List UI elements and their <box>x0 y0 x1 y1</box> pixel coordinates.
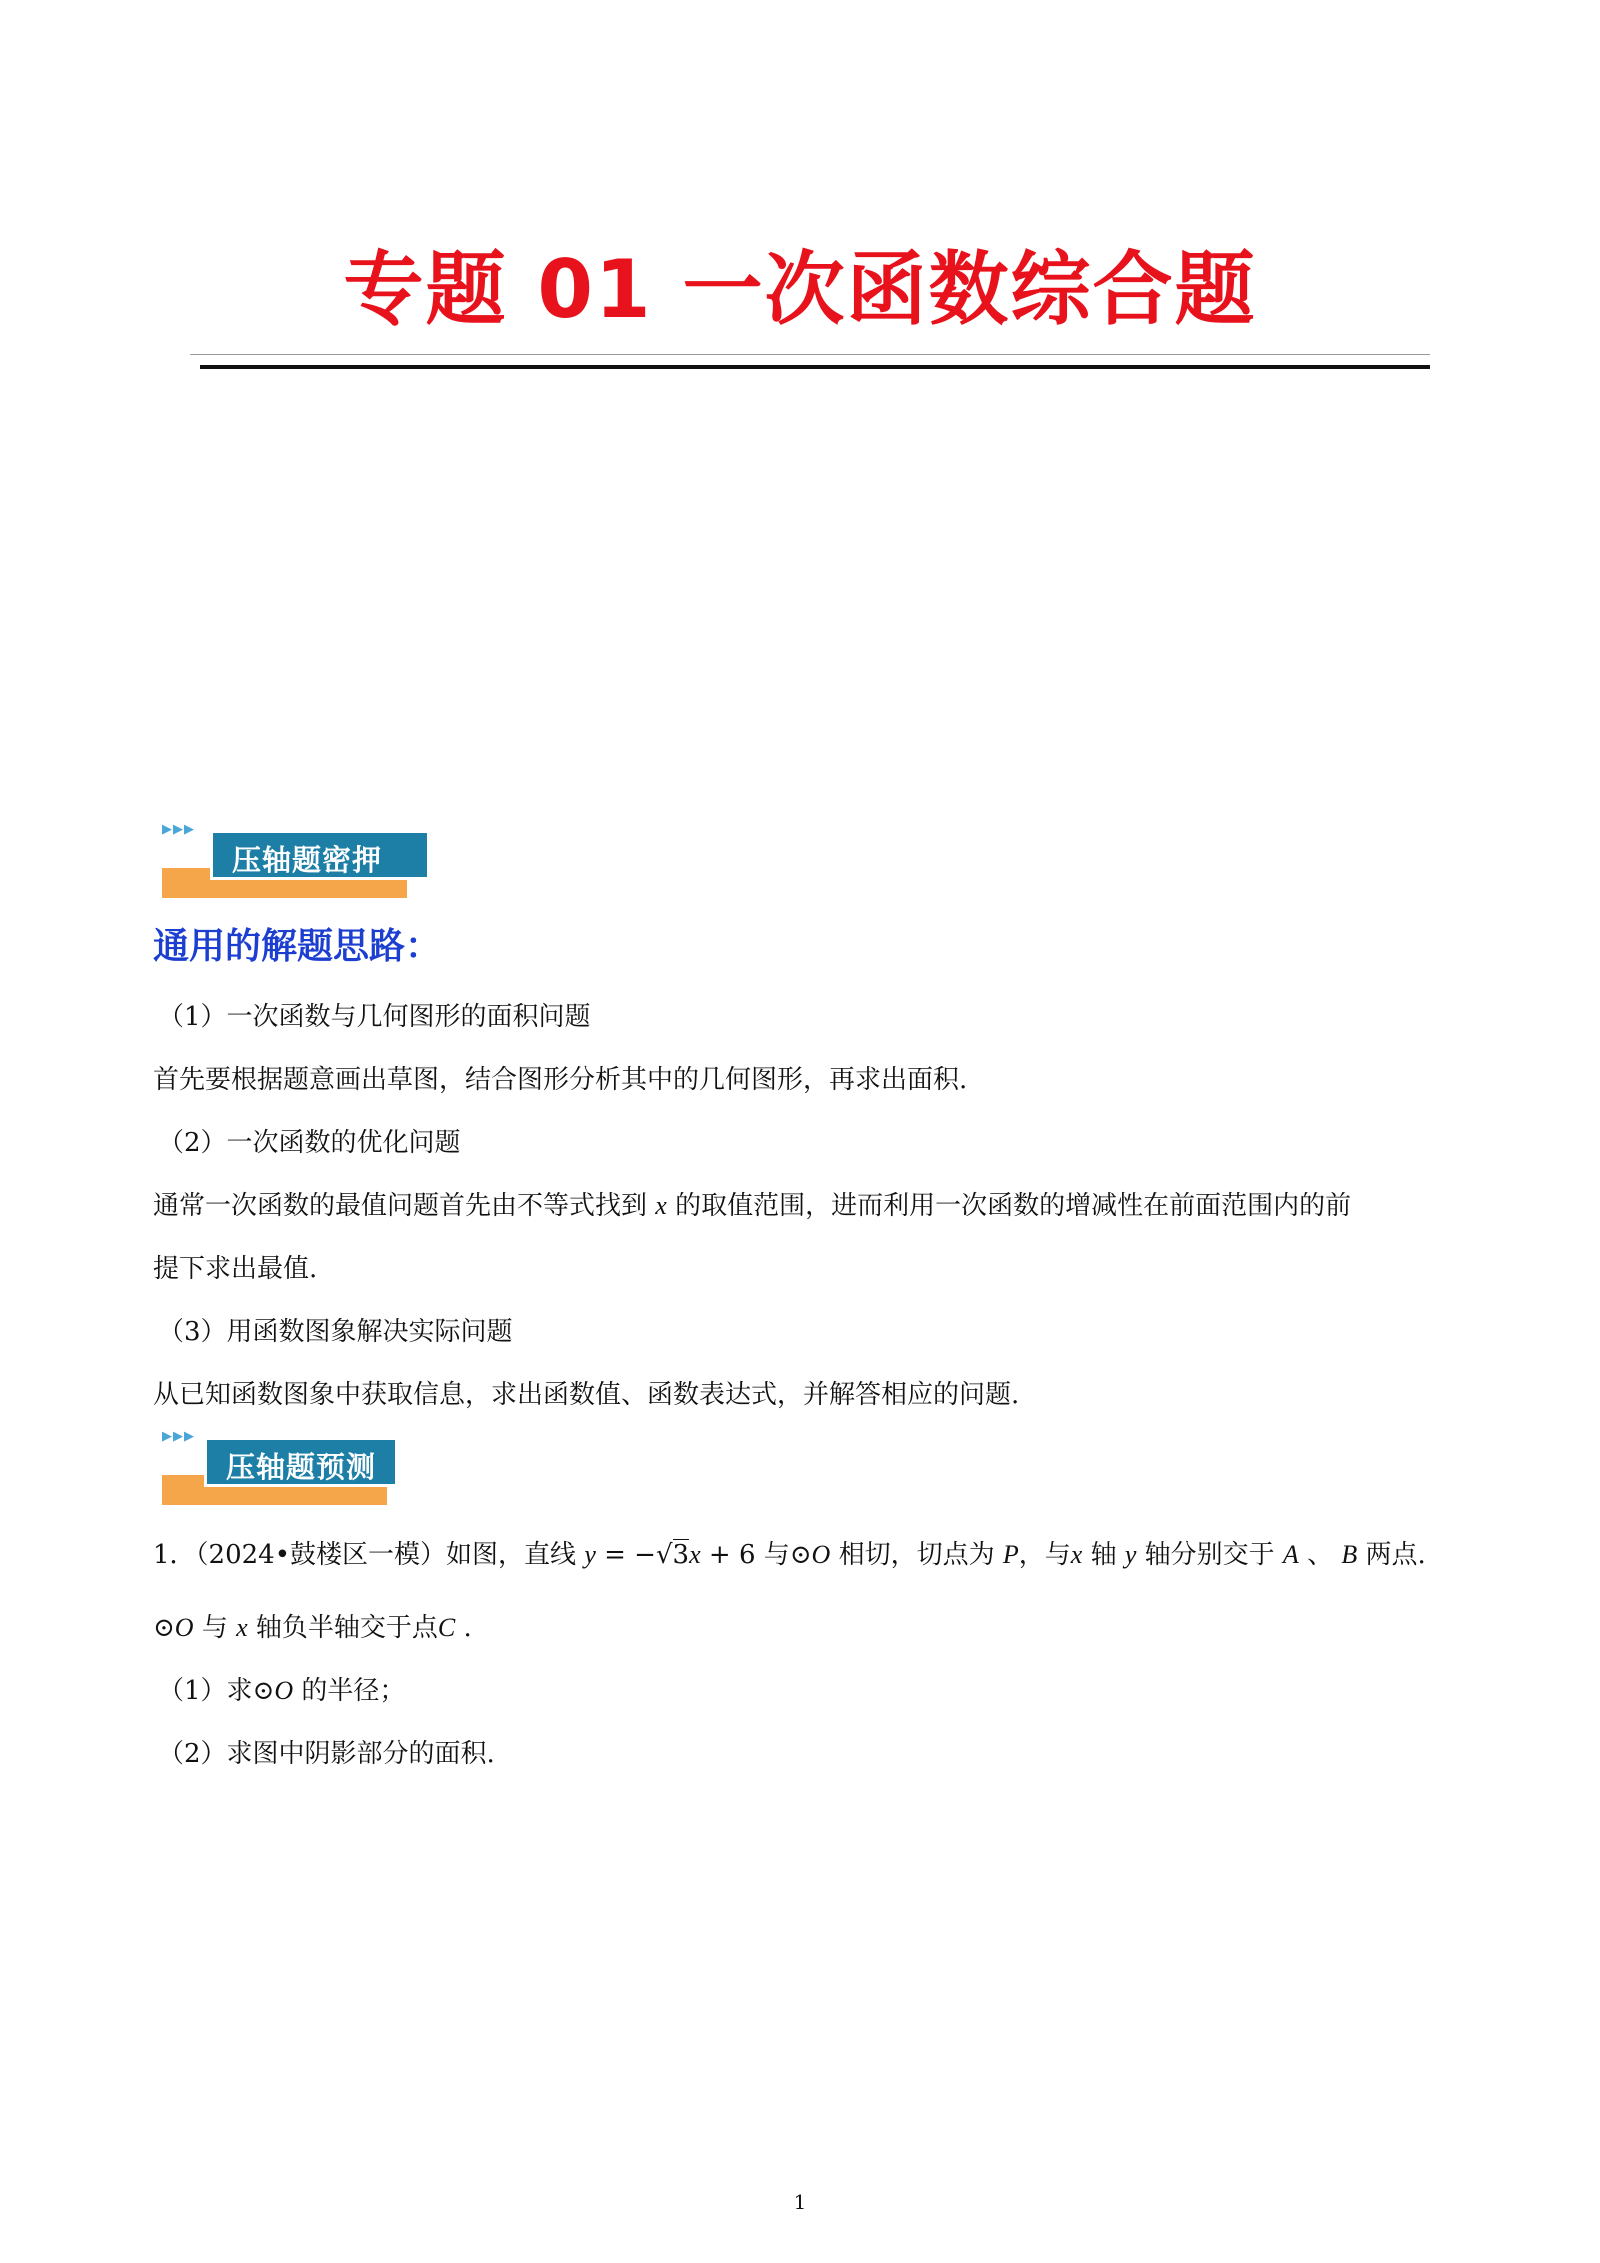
section-badge-yu-ce <box>160 1429 400 1505</box>
page-number: 1 <box>793 2190 807 2214</box>
method-2-text-line2: 提下求出最值. <box>153 1254 318 1284</box>
arrow-decoration-icon: ▶▶▶ <box>162 1429 195 1444</box>
badge-label: 压轴题预测 <box>226 1450 377 1484</box>
sqrt-radical-icon: √ <box>655 1540 673 1570</box>
method-3-label: （3）用函数图象解决实际问题 <box>158 1317 513 1347</box>
arrow-decoration-icon: ▶▶▶ <box>162 822 195 837</box>
section-heading: 通用的解题思路： <box>153 925 442 967</box>
method-1-text: 首先要根据题意画出草图，结合图形分析其中的几何图形，再求出面积. <box>153 1065 968 1095</box>
problem-line-2: ⊙O 与 x 轴负半轴交于点C . <box>153 1613 472 1643</box>
problem-line-1: 1．（2024•鼓楼区一模）如图，直线 y = −√3x + 6 与⊙O 相切，切点为 P，与x 轴 y 轴分别交于 A 、 B 两点. <box>153 1540 1426 1570</box>
title-rule <box>200 365 1430 369</box>
method-2-label: （2）一次函数的优化问题 <box>158 1128 461 1158</box>
section-badge-mi-ya <box>160 822 430 898</box>
method-2-text-line1: 通常一次函数的最值问题首先由不等式找到 x 的取值范围，进而利用一次函数的增减性在前面范围内的前 <box>153 1191 1352 1221</box>
question-1: （1）求⊙O 的半径； <box>158 1676 406 1706</box>
method-1-label: （1）一次函数与几何图形的面积问题 <box>158 1002 591 1032</box>
method-3-text: 从已知函数图象中获取信息，求出函数值、函数表达式，并解答相应的问题. <box>153 1380 1020 1410</box>
document-title: 专题 01 一次函数综合题 <box>343 243 1257 336</box>
badge-label: 压轴题密押 <box>232 843 383 877</box>
title-rule-thin <box>190 354 1430 355</box>
question-2: （2）求图中阴影部分的面积. <box>158 1739 495 1769</box>
